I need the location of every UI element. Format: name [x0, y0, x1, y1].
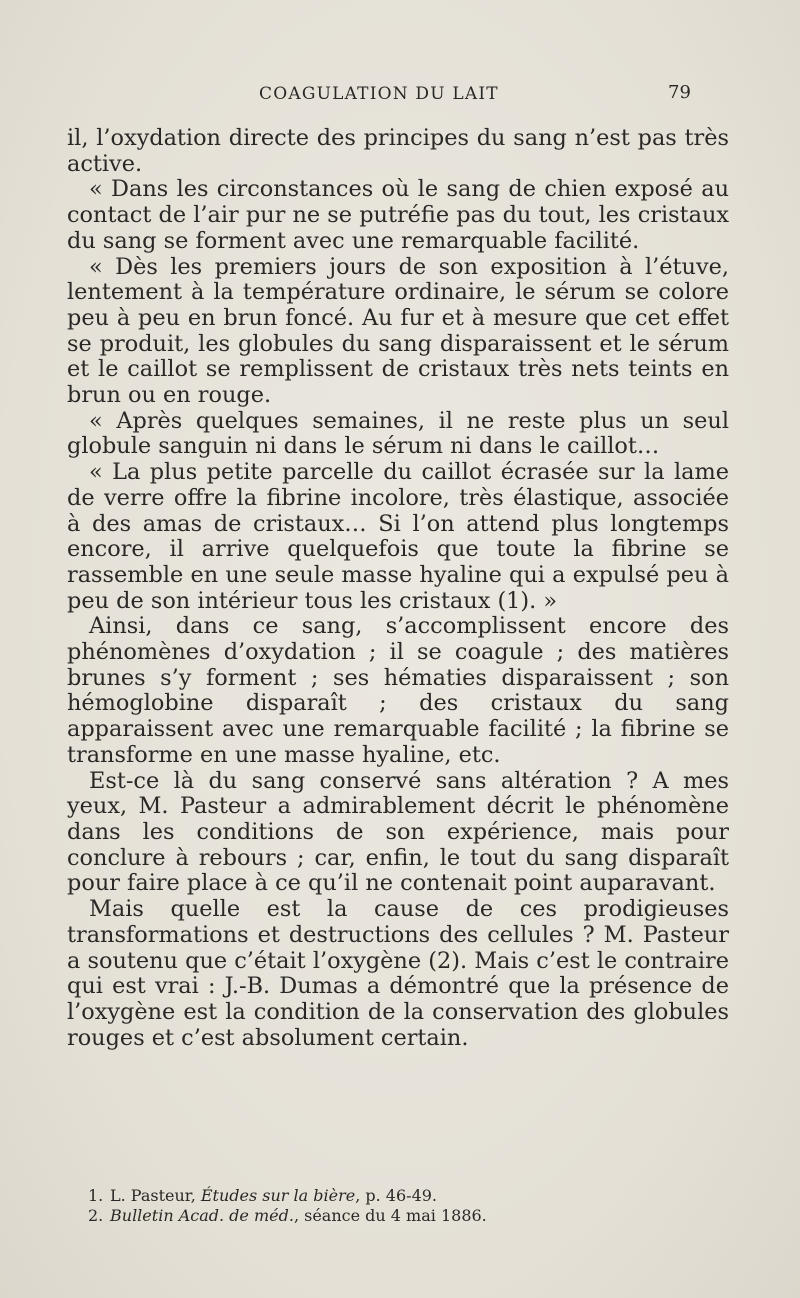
footnote-number: 1. — [88, 1186, 104, 1205]
paragraph: Ainsi, dans ce sang, s’accomplissent encore des phénomènes d’oxydation ; il se coagule ; des matières brunes s’y forment ; ses hématies disparaissent ; son hémoglobine disparaît ; des cristaux du sang apparaissent avec une remarquable facilité ; la fibrine se transforme en une masse hyaline, etc. — [67, 613, 729, 768]
paragraph: Est-ce là du sang conservé sans altération ? A mes yeux, M. Pasteur a admirablement décrit le phénomène dans les conditions de son expérience, mais pour conclure à rebours ; car, enfin, le tout du sang disparaît pour faire place à ce qu’il ne contenait point auparavant. — [67, 767, 729, 897]
footnotes — [88, 1186, 728, 1226]
paragraph-continuation: il, l’oxydation directe des principes du sang n’est pas très active. — [67, 125, 729, 177]
page-header — [0, 80, 800, 108]
footnote-text: , séance du 4 mai 1886. — [293, 1206, 487, 1225]
footnote-title: Études sur la bière — [200, 1186, 356, 1205]
paragraph: Mais quelle est la cause de ces prodigieuses transformations et destructions des cellules ? M. Pasteur a soutenu que c’était l’oxygène (2). Mais c’est le contraire qui est vrai : J.-B. Dumas a démontré que la présence de l’oxygène est la condition de la conservation des globules rouges et c’est absolument certain. — [67, 896, 729, 1051]
footnote-text: L. Pasteur, — [110, 1186, 201, 1205]
footnote-number: 2. — [88, 1206, 104, 1225]
paragraph: « Dès les premiers jours de son exposition à l’étuve, lentement à la température ordinaire, le sérum se colore peu à peu en brun foncé. Au fur et à mesure que cet effet se produit, les globules du sang disparaissent et le sérum et le caillot se remplissent de cristaux très nets teints en brun ou en rouge. — [67, 253, 729, 409]
body-text — [67, 126, 729, 1051]
footnote — [88, 1206, 728, 1226]
footnote — [88, 1186, 728, 1206]
page-number: 79 — [668, 82, 691, 103]
paragraph: « Après quelques semaines, il ne reste plus un seul globule sanguin ni dans le sérum ni dans le caillot… — [67, 407, 729, 460]
paragraph: « La plus petite parcelle du caillot écrasée sur la lame de verre offre la fibrine incolore, très élastique, associée à des amas de cristaux… Si l’on attend plus longtemps encore, il arrive quelquefois que toute la fibrine se rassemble en une seule masse hyaline qui a expulsé peu à peu de son intérieur tous les cristaux (1). » — [67, 459, 729, 614]
footnote-title: Bulletin Acad. de méd. — [110, 1206, 294, 1225]
running-title: COAGULATION DU LAIT — [259, 84, 499, 104]
paragraph: « Dans les circonstances où le sang de chien exposé au contact de l’air pur ne se putréfie pas du tout, les cristaux du sang se forment avec une remarquable facilité. — [67, 176, 729, 254]
footnote-text: , p. 46-49. — [355, 1186, 438, 1205]
